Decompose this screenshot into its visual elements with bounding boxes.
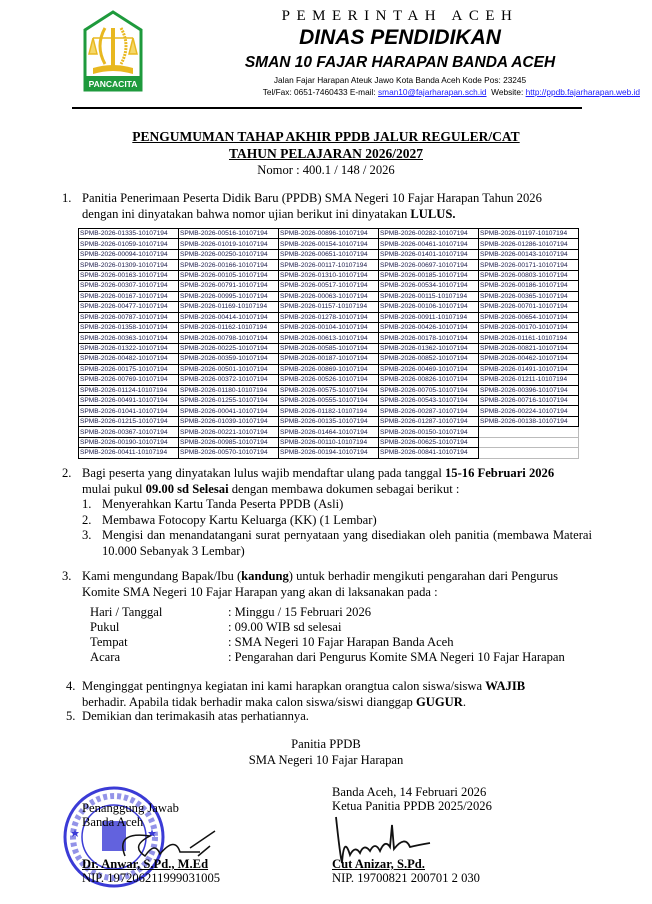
table-row bbox=[79, 416, 579, 426]
pancacita-logo bbox=[83, 10, 143, 94]
table-row bbox=[79, 406, 579, 416]
exam-number-cell bbox=[479, 427, 579, 437]
exam-number-cell: SPMB-2026-00115-10107194 bbox=[379, 291, 479, 301]
exam-number-cell: SPMB-2026-00414-10107194 bbox=[179, 312, 279, 322]
exam-number-cell: SPMB-2026-00426-10107194 bbox=[379, 322, 479, 332]
item-2-text-b: mulai pukul bbox=[82, 481, 146, 496]
exam-number-cell: SPMB-2026-00367-10107194 bbox=[79, 427, 179, 437]
exam-number-cell: SPMB-2026-01401-10107194 bbox=[379, 249, 479, 259]
list-number: 2. bbox=[82, 512, 92, 527]
exam-number-cell: SPMB-2026-00985-10107194 bbox=[179, 437, 279, 447]
exam-number-cell: SPMB-2026-00477-10107194 bbox=[79, 302, 179, 312]
exam-number-cell: SPMB-2026-00170-10107194 bbox=[479, 322, 579, 332]
letterhead-school: SMAN 10 FAJAR HARAPAN BANDA ACEH bbox=[244, 54, 556, 71]
responsible-role: Penanggung Jawab bbox=[82, 801, 179, 815]
chairman-name-text: Cut Anizar, S.Pd. bbox=[332, 857, 425, 871]
exam-number-cell: SPMB-2026-00225-10107194 bbox=[179, 343, 279, 353]
exam-number-cell: SPMB-2026-00163-10107194 bbox=[79, 270, 179, 280]
exam-number-cell: SPMB-2026-00138-10107194 bbox=[479, 416, 579, 426]
svg-text:PANCACITA: PANCACITA bbox=[88, 79, 138, 89]
schedule-value: : Pengarahan dari Pengurus Komite SMA Negeri 10 Fajar Harapan bbox=[228, 650, 565, 664]
letterhead-address: Jalan Fajar Harapan Ateuk Jawo Kota Banda Aceh Kode Pos: 23245 bbox=[273, 75, 527, 85]
exam-number-cell: SPMB-2026-00826-10107194 bbox=[379, 375, 479, 385]
exam-number-cell: SPMB-2026-00716-10107194 bbox=[479, 396, 579, 406]
exam-number-cell: SPMB-2026-00896-10107194 bbox=[279, 229, 379, 239]
website-link[interactable]: http://ppdb.fajarharapan.web.id bbox=[525, 87, 640, 97]
exam-number-cell: SPMB-2026-01362-10107194 bbox=[379, 343, 479, 353]
exam-number-cell: SPMB-2026-01180-10107194 bbox=[179, 385, 279, 395]
table-row bbox=[79, 396, 579, 406]
exam-number-cell: SPMB-2026-00654-10107194 bbox=[479, 312, 579, 322]
exam-number-cell: SPMB-2026-00798-10107194 bbox=[179, 333, 279, 343]
chairman-name bbox=[332, 857, 425, 872]
exam-number-cell: SPMB-2026-00625-10107194 bbox=[379, 437, 479, 447]
exam-number-cell: SPMB-2026-01182-10107194 bbox=[279, 406, 379, 416]
document-list bbox=[82, 497, 592, 559]
exam-number-cell: SPMB-2026-00462-10107194 bbox=[479, 354, 579, 364]
exam-number-cell: SPMB-2026-00166-10107194 bbox=[179, 260, 279, 270]
exam-number-cell: SPMB-2026-01286-10107194 bbox=[479, 239, 579, 249]
announcement-year: TAHUN PELAJARAN 2026/2027 bbox=[228, 146, 423, 161]
exam-number-cell: SPMB-2026-00105-10107194 bbox=[179, 270, 279, 280]
table-row bbox=[79, 291, 579, 301]
exam-number-cell: SPMB-2026-01278-10107194 bbox=[279, 312, 379, 322]
schedule-value: : SMA Negeri 10 Fajar Harapan Banda Aceh bbox=[228, 635, 454, 649]
letterhead-department: DINAS PENDIDIKAN bbox=[299, 26, 501, 49]
item-4-text-a: Menginggat pentingnya kegiatan ini kami harapkan orangtua calon siswa/siswa bbox=[82, 679, 486, 693]
exam-number-cell: SPMB-2026-00491-10107194 bbox=[79, 396, 179, 406]
exam-number-cell: SPMB-2026-01309-10107194 bbox=[79, 260, 179, 270]
wajib-text: WAJIB bbox=[485, 679, 526, 693]
table-row bbox=[79, 260, 579, 270]
table-row bbox=[79, 229, 579, 239]
exam-number-cell: SPMB-2026-00185-10107194 bbox=[379, 270, 479, 280]
item-4-text-b: berhadir. Apabila tidak berhadir maka calon siswa/siswi dianggap bbox=[82, 694, 416, 709]
exam-number-cell: SPMB-2026-00697-10107194 bbox=[379, 260, 479, 270]
closing-committee: Panitia PPDB bbox=[291, 737, 361, 751]
exam-number-cell: SPMB-2026-00482-10107194 bbox=[79, 354, 179, 364]
gugur-text: GUGUR bbox=[416, 694, 463, 709]
exam-number-cell: SPMB-2026-00365-10107194 bbox=[479, 291, 579, 301]
schedule-label: Acara bbox=[90, 650, 121, 664]
item-4-line-1 bbox=[82, 679, 525, 695]
exam-number-cell: SPMB-2026-00534-10107194 bbox=[379, 281, 479, 291]
item-2-number: 2. bbox=[62, 466, 72, 480]
exam-number-cell: SPMB-2026-00516-10107194 bbox=[179, 229, 279, 239]
item-1-line-1: Panitia Penerimaan Peserta Didik Baru (PPDB) SMA Negeri 10 Fajar Harapan Tahun 2026 bbox=[82, 191, 542, 205]
exam-number-cell: SPMB-2026-00359-10107194 bbox=[179, 354, 279, 364]
exam-number-cell: SPMB-2026-00869-10107194 bbox=[279, 364, 379, 374]
item-4-line-2 bbox=[82, 695, 525, 711]
place-date: Banda Aceh, 14 Februari 2026 bbox=[332, 785, 487, 799]
table-row bbox=[79, 364, 579, 374]
exam-number-cell: SPMB-2026-00469-10107194 bbox=[379, 364, 479, 374]
website-label: Website: bbox=[491, 87, 526, 97]
document-list-item bbox=[82, 528, 592, 559]
exam-number-cell: SPMB-2026-00363-10107194 bbox=[79, 333, 179, 343]
letterhead-contact bbox=[263, 87, 640, 97]
table-row bbox=[79, 375, 579, 385]
exam-number-cell: SPMB-2026-00154-10107194 bbox=[279, 239, 379, 249]
schedule-value: : 09.00 WIB sd selesai bbox=[228, 620, 342, 634]
exam-number-cell: SPMB-2026-01335-10107194 bbox=[79, 229, 179, 239]
responsible-name bbox=[82, 857, 208, 872]
announcement-title: PENGUMUMAN TAHAP AKHIR PPDB JALUR REGULER/CAT bbox=[132, 129, 520, 144]
email-link[interactable]: sman10@fajarharapan.sch.id bbox=[378, 87, 487, 97]
table-row bbox=[79, 270, 579, 280]
table-row bbox=[79, 249, 579, 259]
contact-phone: Tel/Fax: 0651-7460433 E-mail: bbox=[262, 87, 379, 97]
exam-number-cell: SPMB-2026-01464-10107194 bbox=[279, 427, 379, 437]
exam-number-cell: SPMB-2026-01197-10107194 bbox=[479, 229, 579, 239]
item-1-line-2 bbox=[82, 207, 542, 223]
exam-number-cell: SPMB-2026-01019-10107194 bbox=[179, 239, 279, 249]
item-2-text bbox=[82, 466, 554, 497]
chairman-nip: NIP. 19700821 200701 2 030 bbox=[332, 871, 480, 885]
exam-number-cell: SPMB-2026-01211-10107194 bbox=[479, 375, 579, 385]
letterhead-divider bbox=[72, 107, 582, 109]
exam-number-cell: SPMB-2026-01059-10107194 bbox=[79, 239, 179, 249]
list-text: Menyerahkan Kartu Tanda Peserta PPDB (Asli) bbox=[102, 497, 344, 511]
exam-number-cell: SPMB-2026-01157-10107194 bbox=[279, 302, 379, 312]
exam-number-cell: SPMB-2026-00841-10107194 bbox=[379, 448, 479, 458]
passed-candidates-table bbox=[78, 228, 579, 459]
exam-number-cell: SPMB-2026-00372-10107194 bbox=[179, 375, 279, 385]
schedule-label: Pukul bbox=[90, 620, 120, 634]
exam-number-cell: SPMB-2026-00110-10107194 bbox=[279, 437, 379, 447]
exam-number-cell: SPMB-2026-00194-10107194 bbox=[279, 448, 379, 458]
exam-number-cell: SPMB-2026-00651-10107194 bbox=[279, 249, 379, 259]
document-list-item bbox=[82, 497, 592, 513]
exam-number-cell: SPMB-2026-01491-10107194 bbox=[479, 364, 579, 374]
reregistration-date: 15-16 Februari 2026 bbox=[445, 466, 555, 480]
schedule-value: : Minggu / 15 Februari 2026 bbox=[228, 605, 372, 619]
exam-number-cell: SPMB-2026-00570-10107194 bbox=[179, 448, 279, 458]
lulus-text: LULUS. bbox=[410, 206, 456, 221]
item-3-number: 3. bbox=[62, 569, 72, 583]
exam-number-cell: SPMB-2026-00106-10107194 bbox=[379, 302, 479, 312]
exam-number-cell: SPMB-2026-00701-10107194 bbox=[479, 302, 579, 312]
exam-number-cell: SPMB-2026-00526-10107194 bbox=[279, 375, 379, 385]
table-row bbox=[79, 333, 579, 343]
schedule-label: Tempat bbox=[90, 635, 128, 649]
exam-number-cell: SPMB-2026-00171-10107194 bbox=[479, 260, 579, 270]
table-row bbox=[79, 448, 579, 458]
table-row bbox=[79, 281, 579, 291]
table-row bbox=[79, 354, 579, 364]
exam-number-cell: SPMB-2026-01041-10107194 bbox=[79, 406, 179, 416]
item-3-line-1 bbox=[82, 569, 558, 585]
exam-number-cell bbox=[479, 448, 579, 458]
exam-number-cell: SPMB-2026-00117-10107194 bbox=[279, 260, 379, 270]
exam-number-cell: SPMB-2026-00250-10107194 bbox=[179, 249, 279, 259]
exam-number-cell: SPMB-2026-00517-10107194 bbox=[279, 281, 379, 291]
item-3-text-b: ) untuk berhadir mengikuti pengarahan dari Pengurus bbox=[288, 569, 559, 583]
exam-number-cell: SPMB-2026-01322-10107194 bbox=[79, 343, 179, 353]
exam-number-cell: SPMB-2026-00224-10107194 bbox=[479, 406, 579, 416]
exam-number-cell: SPMB-2026-00282-10107194 bbox=[379, 229, 479, 239]
exam-number-cell: SPMB-2026-01310-10107194 bbox=[279, 270, 379, 280]
item-5-number: 5. bbox=[66, 709, 76, 723]
exam-number-cell: SPMB-2026-00555-10107194 bbox=[279, 396, 379, 406]
item-1-line-2-text: dengan ini dinyatakan bahwa nomor ujian berikut ini dinyatakan bbox=[82, 206, 411, 221]
exam-number-cell: SPMB-2026-01215-10107194 bbox=[79, 416, 179, 426]
item-3-text-a: Kami mengundang Bapak/Ibu ( bbox=[82, 569, 242, 583]
item-2-text-c: dengan membawa dokumen sebagai berikut : bbox=[228, 481, 460, 496]
exam-number-cell: SPMB-2026-01169-10107194 bbox=[179, 302, 279, 312]
list-number: 3. bbox=[82, 528, 92, 542]
exam-number-cell: SPMB-2026-00787-10107194 bbox=[79, 312, 179, 322]
item-2-text-a: Bagi peserta yang dinyatakan lulus wajib mendaftar ulang pada tanggal bbox=[82, 466, 445, 480]
exam-number-cell: SPMB-2026-00585-10107194 bbox=[279, 343, 379, 353]
exam-number-cell: SPMB-2026-00104-10107194 bbox=[279, 322, 379, 332]
table-row bbox=[79, 239, 579, 249]
responsible-name-text: Dr. Anwar, S.Pd., M.Ed bbox=[82, 857, 209, 871]
table-row bbox=[79, 302, 579, 312]
list-number: 1. bbox=[82, 497, 92, 511]
exam-number-cell: SPMB-2026-00150-10107194 bbox=[379, 427, 479, 437]
table-row bbox=[79, 427, 579, 437]
table-row bbox=[79, 322, 579, 332]
exam-number-cell: SPMB-2026-00791-10107194 bbox=[179, 281, 279, 291]
item-4-number: 4. bbox=[66, 679, 76, 693]
exam-number-cell: SPMB-2026-00769-10107194 bbox=[79, 375, 179, 385]
exam-number-cell: SPMB-2026-00287-10107194 bbox=[379, 406, 479, 416]
exam-number-cell: SPMB-2026-00803-10107194 bbox=[479, 270, 579, 280]
exam-number-cell: SPMB-2026-00575-10107194 bbox=[279, 385, 379, 395]
exam-number-cell: SPMB-2026-00307-10107194 bbox=[79, 281, 179, 291]
document-list-item bbox=[82, 513, 592, 529]
exam-number-cell: SPMB-2026-01124-10107194 bbox=[79, 385, 179, 395]
list-text: Mengisi dan menandatangani surat pernyataan yang disediakan oleh panitia (membawa Materai 10.000 Sebanyak 3 Lembar) bbox=[102, 528, 592, 558]
item-2-line-1 bbox=[82, 466, 554, 482]
exam-number-cell: SPMB-2026-00094-10107194 bbox=[79, 249, 179, 259]
exam-number-cell: SPMB-2026-00821-10107194 bbox=[479, 343, 579, 353]
exam-number-cell: SPMB-2026-00190-10107194 bbox=[79, 437, 179, 447]
exam-number-cell: SPMB-2026-01287-10107194 bbox=[379, 416, 479, 426]
item-2-line-2 bbox=[82, 482, 554, 498]
exam-number-cell: SPMB-2026-00143-10107194 bbox=[479, 249, 579, 259]
exam-number-cell: SPMB-2026-00995-10107194 bbox=[179, 291, 279, 301]
exam-number-cell: SPMB-2026-00178-10107194 bbox=[379, 333, 479, 343]
exam-number-cell: SPMB-2026-00396-10107194 bbox=[479, 385, 579, 395]
chairman-role: Ketua Panitia PPDB 2025/2026 bbox=[332, 799, 492, 813]
letterhead-government: PEMERINTAH ACEH bbox=[281, 8, 519, 24]
responsible-location: Banda Aceh bbox=[82, 815, 144, 829]
exam-number-cell: SPMB-2026-00543-10107194 bbox=[379, 396, 479, 406]
exam-number-cell: SPMB-2026-00911-10107194 bbox=[379, 312, 479, 322]
exam-number-cell: SPMB-2026-01255-10107194 bbox=[179, 396, 279, 406]
exam-number-cell: SPMB-2026-00186-10107194 bbox=[479, 281, 579, 291]
table-row bbox=[79, 312, 579, 322]
exam-number-cell bbox=[479, 437, 579, 447]
exam-number-cell: SPMB-2026-00613-10107194 bbox=[279, 333, 379, 343]
exam-number-cell: SPMB-2026-01162-10107194 bbox=[179, 322, 279, 332]
item-3-text bbox=[82, 569, 558, 600]
item-5-text: Demikian dan terimakasih atas perhatiannya. bbox=[82, 709, 309, 723]
table-row bbox=[79, 385, 579, 395]
exam-number-cell: SPMB-2026-00705-10107194 bbox=[379, 385, 479, 395]
exam-number-cell: SPMB-2026-01358-10107194 bbox=[79, 322, 179, 332]
item-4-text-c: . bbox=[462, 694, 467, 709]
schedule-label: Hari / Tanggal bbox=[90, 605, 163, 619]
table-row bbox=[79, 343, 579, 353]
item-3-line-2: Komite SMA Negeri 10 Fajar Harapan yang akan di laksanakan pada : bbox=[82, 584, 438, 599]
exam-number-cell: SPMB-2026-00187-10107194 bbox=[279, 354, 379, 364]
item-1-text bbox=[82, 191, 542, 222]
exam-number-cell: SPMB-2026-00411-10107194 bbox=[79, 448, 179, 458]
reregistration-time: 09.00 sd Selesai bbox=[145, 481, 229, 496]
announcement-number: Nomor : 400.1 / 148 / 2026 bbox=[257, 163, 395, 177]
responsible-nip: NIP. 197206211999031005 bbox=[82, 871, 221, 885]
exam-number-cell: SPMB-2026-00135-10107194 bbox=[279, 416, 379, 426]
exam-number-cell: SPMB-2026-01161-10107194 bbox=[479, 333, 579, 343]
exam-number-cell: SPMB-2026-00063-10107194 bbox=[279, 291, 379, 301]
exam-number-cell: SPMB-2026-00221-10107194 bbox=[179, 427, 279, 437]
list-text: Membawa Fotocopy Kartu Keluarga (KK) (1 Lembar) bbox=[102, 512, 377, 527]
exam-number-cell: SPMB-2026-00041-10107194 bbox=[179, 406, 279, 416]
exam-number-cell: SPMB-2026-00461-10107194 bbox=[379, 239, 479, 249]
exam-number-cell: SPMB-2026-00501-10107194 bbox=[179, 364, 279, 374]
exam-number-cell: SPMB-2026-00175-10107194 bbox=[79, 364, 179, 374]
item-1-number: 1. bbox=[62, 191, 72, 205]
exam-number-cell: SPMB-2026-00852-10107194 bbox=[379, 354, 479, 364]
item-4-text bbox=[82, 679, 525, 710]
closing-school: SMA Negeri 10 Fajar Harapan bbox=[248, 753, 404, 767]
exam-number-cell: SPMB-2026-01039-10107194 bbox=[179, 416, 279, 426]
table-row bbox=[79, 437, 579, 447]
kandung-text: kandung bbox=[241, 569, 289, 583]
exam-number-cell: SPMB-2026-00167-10107194 bbox=[79, 291, 179, 301]
